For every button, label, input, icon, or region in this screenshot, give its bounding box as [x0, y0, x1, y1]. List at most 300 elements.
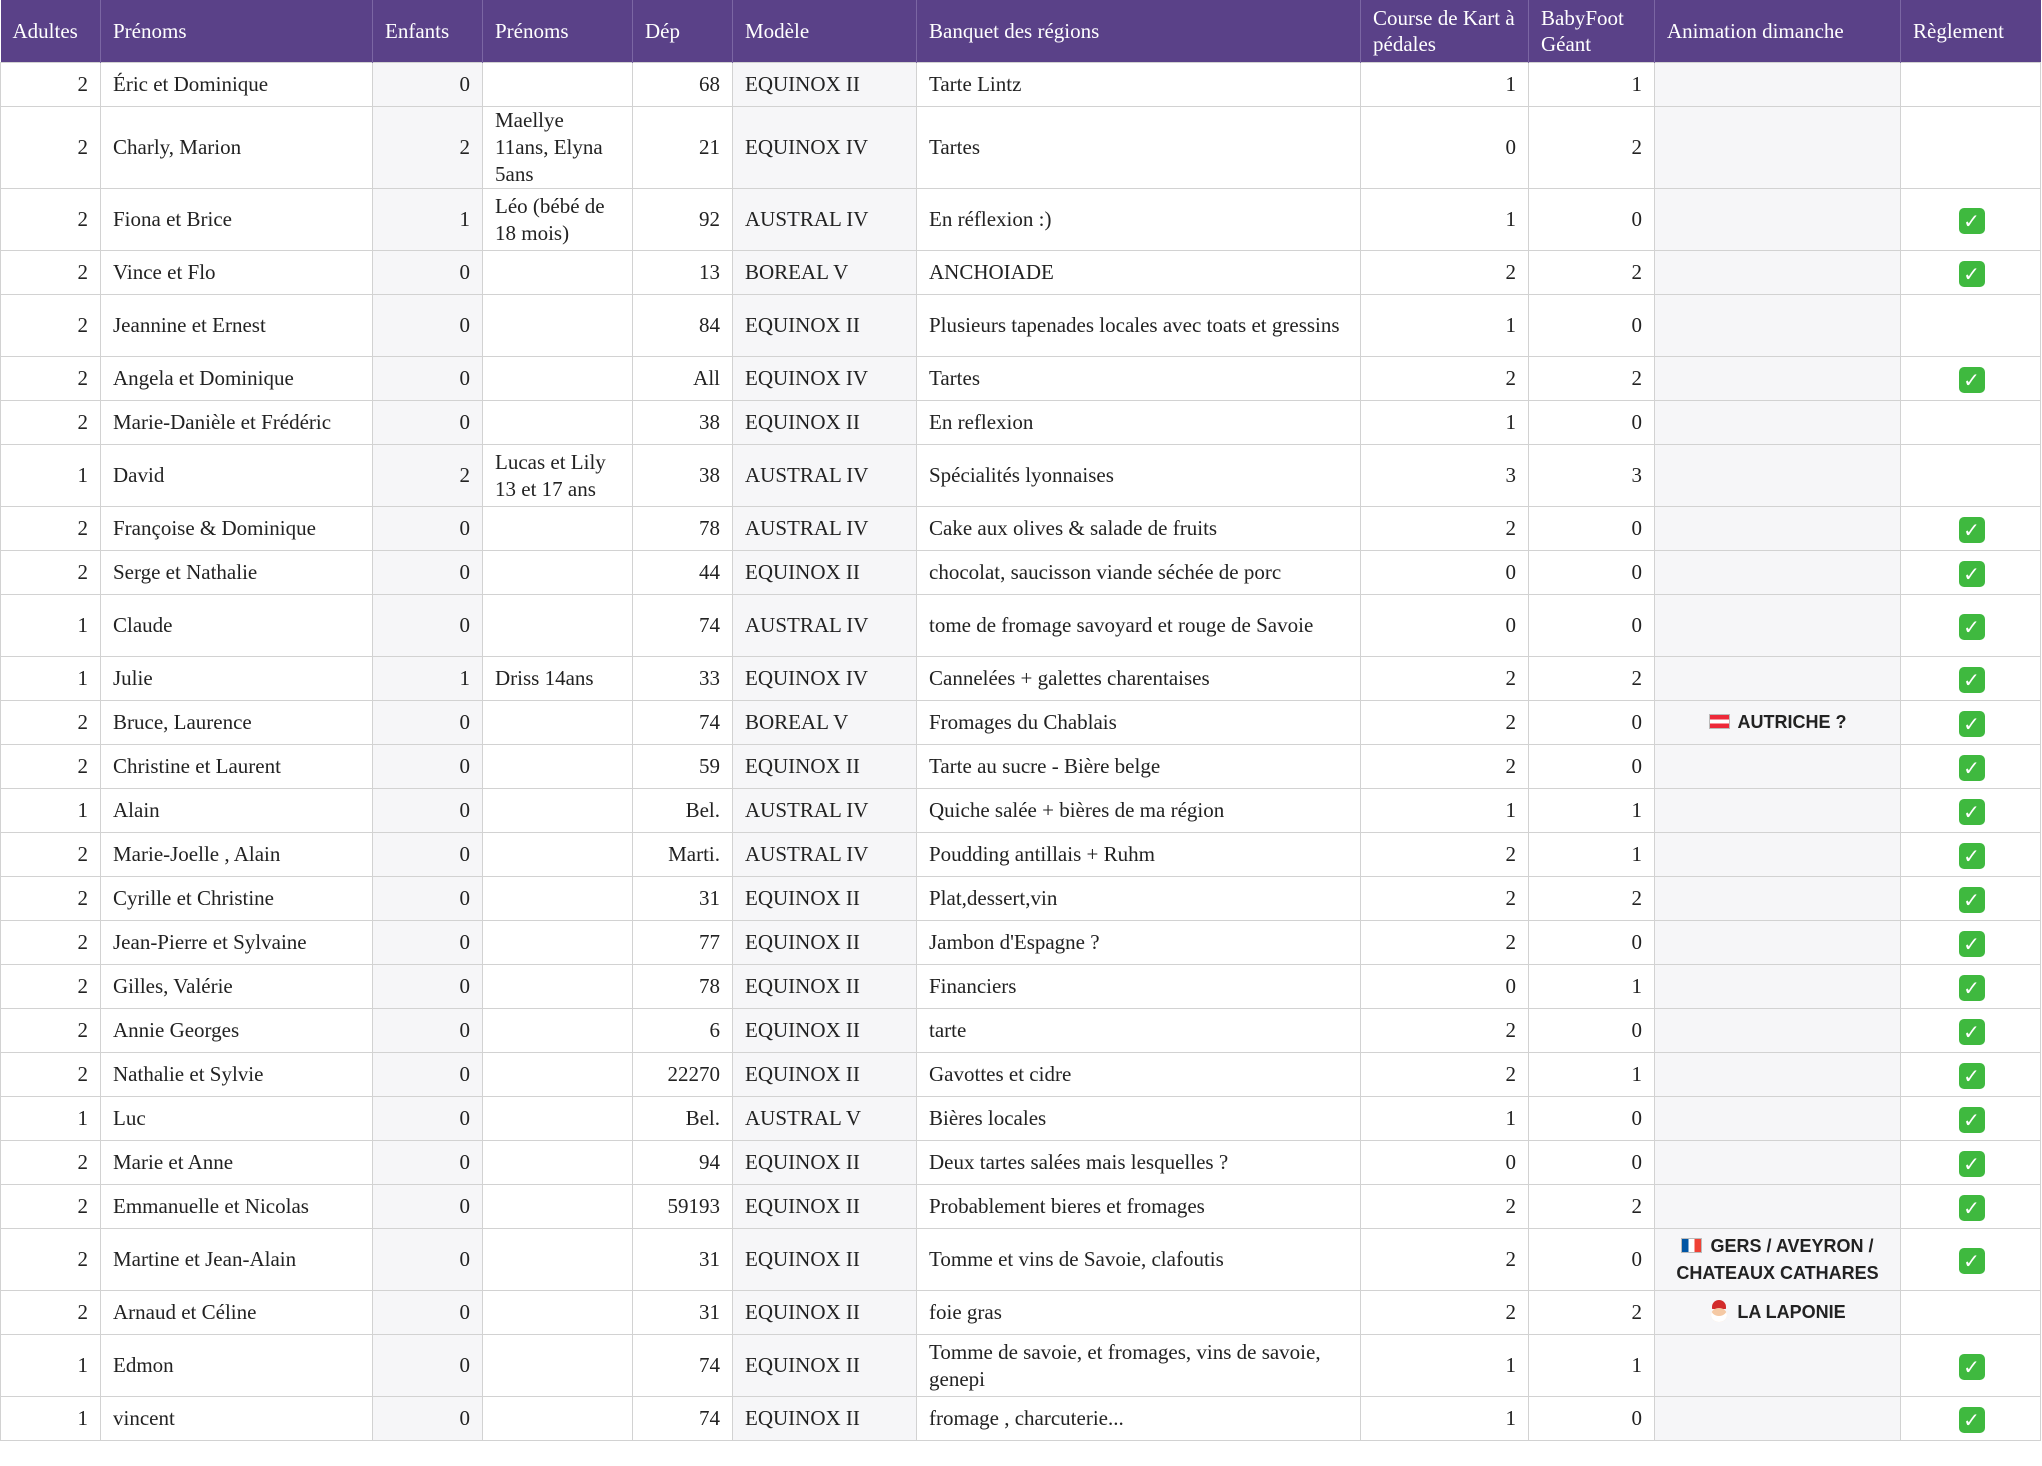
cell-prenoms[interactable]: Martine et Jean-Alain	[101, 1229, 373, 1291]
cell-prenoms-enfants[interactable]	[483, 551, 633, 595]
cell-babyfoot[interactable]: 1	[1529, 833, 1655, 877]
cell-adultes[interactable]: 2	[1, 1053, 101, 1097]
cell-kart[interactable]: 2	[1361, 1291, 1529, 1335]
cell-dep[interactable]: 74	[633, 1397, 733, 1441]
cell-modele[interactable]: AUSTRAL V	[733, 1097, 917, 1141]
cell-animation[interactable]	[1655, 357, 1901, 401]
cell-modele[interactable]: EQUINOX II	[733, 1185, 917, 1229]
cell-prenoms-enfants[interactable]: Driss 14ans	[483, 657, 633, 701]
cell-babyfoot[interactable]: 2	[1529, 1185, 1655, 1229]
cell-banquet[interactable]: En réflexion :)	[917, 189, 1361, 251]
cell-babyfoot[interactable]: 1	[1529, 1053, 1655, 1097]
cell-modele[interactable]: EQUINOX II	[733, 745, 917, 789]
cell-banquet[interactable]: tarte	[917, 1009, 1361, 1053]
cell-banquet[interactable]: Probablement bieres et fromages	[917, 1185, 1361, 1229]
cell-prenoms-enfants[interactable]	[483, 1291, 633, 1335]
cell-prenoms[interactable]: vincent	[101, 1397, 373, 1441]
cell-prenoms[interactable]: Angela et Dominique	[101, 357, 373, 401]
cell-enfants[interactable]: 0	[373, 251, 483, 295]
cell-animation[interactable]	[1655, 1141, 1901, 1185]
cell-prenoms-enfants[interactable]	[483, 1229, 633, 1291]
cell-adultes[interactable]: 2	[1, 107, 101, 189]
cell-dep[interactable]: 92	[633, 189, 733, 251]
cell-babyfoot[interactable]: 0	[1529, 1097, 1655, 1141]
cell-dep[interactable]: 84	[633, 295, 733, 357]
cell-animation[interactable]	[1655, 1229, 1901, 1291]
cell-animation[interactable]	[1655, 401, 1901, 445]
cell-modele[interactable]: EQUINOX II	[733, 401, 917, 445]
cell-enfants[interactable]: 0	[373, 701, 483, 745]
cell-kart[interactable]: 0	[1361, 1141, 1529, 1185]
cell-kart[interactable]: 1	[1361, 1097, 1529, 1141]
cell-prenoms[interactable]: Jeannine et Ernest	[101, 295, 373, 357]
cell-reglement[interactable]	[1901, 595, 2041, 657]
cell-adultes[interactable]: 2	[1, 357, 101, 401]
cell-enfants[interactable]: 0	[373, 877, 483, 921]
cell-reglement[interactable]	[1901, 551, 2041, 595]
cell-kart[interactable]: 1	[1361, 789, 1529, 833]
cell-banquet[interactable]: tome de fromage savoyard et rouge de Savoie	[917, 595, 1361, 657]
cell-enfants[interactable]: 0	[373, 789, 483, 833]
cell-adultes[interactable]: 2	[1, 1141, 101, 1185]
cell-enfants[interactable]: 0	[373, 833, 483, 877]
cell-enfants[interactable]: 0	[373, 1053, 483, 1097]
cell-adultes[interactable]: 2	[1, 833, 101, 877]
cell-reglement[interactable]	[1901, 745, 2041, 789]
cell-reglement[interactable]	[1901, 401, 2041, 445]
cell-reglement[interactable]	[1901, 1335, 2041, 1397]
cell-babyfoot[interactable]: 0	[1529, 701, 1655, 745]
cell-prenoms-enfants[interactable]	[483, 251, 633, 295]
cell-dep[interactable]: 22270	[633, 1053, 733, 1097]
cell-enfants[interactable]: 0	[373, 745, 483, 789]
cell-animation[interactable]	[1655, 789, 1901, 833]
cell-kart[interactable]: 2	[1361, 1185, 1529, 1229]
cell-animation[interactable]	[1655, 107, 1901, 189]
cell-reglement[interactable]	[1901, 701, 2041, 745]
cell-modele[interactable]: EQUINOX IV	[733, 107, 917, 189]
cell-animation[interactable]	[1655, 189, 1901, 251]
cell-modele[interactable]: AUSTRAL IV	[733, 189, 917, 251]
column-header-banquet[interactable]: Banquet des régions	[917, 0, 1361, 63]
cell-modele[interactable]: EQUINOX II	[733, 1335, 917, 1397]
cell-kart[interactable]: 0	[1361, 551, 1529, 595]
column-header-enfants[interactable]: Enfants	[373, 0, 483, 63]
cell-modele[interactable]: AUSTRAL IV	[733, 789, 917, 833]
cell-prenoms[interactable]: Éric et Dominique	[101, 63, 373, 107]
cell-babyfoot[interactable]: 0	[1529, 1009, 1655, 1053]
cell-enfants[interactable]: 0	[373, 965, 483, 1009]
cell-babyfoot[interactable]: 0	[1529, 401, 1655, 445]
cell-adultes[interactable]: 2	[1, 401, 101, 445]
cell-prenoms[interactable]: Julie	[101, 657, 373, 701]
cell-kart[interactable]: 0	[1361, 107, 1529, 189]
cell-modele[interactable]: EQUINOX II	[733, 295, 917, 357]
cell-banquet[interactable]: Spécialités lyonnaises	[917, 445, 1361, 507]
cell-kart[interactable]: 0	[1361, 595, 1529, 657]
cell-prenoms-enfants[interactable]: Maellye 11ans, Elyna 5ans	[483, 107, 633, 189]
cell-kart[interactable]: 2	[1361, 507, 1529, 551]
cell-reglement[interactable]	[1901, 63, 2041, 107]
cell-adultes[interactable]: 1	[1, 1397, 101, 1441]
cell-dep[interactable]: 59	[633, 745, 733, 789]
cell-banquet[interactable]: Cake aux olives & salade de fruits	[917, 507, 1361, 551]
cell-adultes[interactable]: 1	[1, 445, 101, 507]
column-header-prenoms[interactable]: Prénoms	[101, 0, 373, 63]
cell-banquet[interactable]: Jambon d'Espagne ?	[917, 921, 1361, 965]
cell-babyfoot[interactable]: 2	[1529, 107, 1655, 189]
cell-prenoms[interactable]: Fiona et Brice	[101, 189, 373, 251]
cell-dep[interactable]: 44	[633, 551, 733, 595]
cell-dep[interactable]: 13	[633, 251, 733, 295]
cell-dep[interactable]: 78	[633, 507, 733, 551]
cell-animation[interactable]	[1655, 1291, 1901, 1335]
cell-dep[interactable]: 38	[633, 401, 733, 445]
cell-kart[interactable]: 1	[1361, 1335, 1529, 1397]
cell-enfants[interactable]: 0	[373, 921, 483, 965]
cell-prenoms-enfants[interactable]	[483, 921, 633, 965]
cell-modele[interactable]: EQUINOX IV	[733, 357, 917, 401]
cell-babyfoot[interactable]: 0	[1529, 921, 1655, 965]
cell-kart[interactable]: 2	[1361, 1229, 1529, 1291]
cell-reglement[interactable]	[1901, 1141, 2041, 1185]
cell-babyfoot[interactable]: 0	[1529, 595, 1655, 657]
cell-prenoms-enfants[interactable]	[483, 745, 633, 789]
cell-kart[interactable]: 2	[1361, 745, 1529, 789]
cell-enfants[interactable]: 0	[373, 595, 483, 657]
cell-kart[interactable]: 1	[1361, 63, 1529, 107]
cell-banquet[interactable]: Fromages du Chablais	[917, 701, 1361, 745]
cell-adultes[interactable]: 2	[1, 1229, 101, 1291]
cell-dep[interactable]: 21	[633, 107, 733, 189]
cell-adultes[interactable]: 1	[1, 1335, 101, 1397]
cell-prenoms[interactable]: Cyrille et Christine	[101, 877, 373, 921]
cell-modele[interactable]: EQUINOX II	[733, 1229, 917, 1291]
cell-animation[interactable]	[1655, 1185, 1901, 1229]
cell-reglement[interactable]	[1901, 295, 2041, 357]
cell-adultes[interactable]: 2	[1, 1009, 101, 1053]
cell-prenoms-enfants[interactable]	[483, 833, 633, 877]
cell-dep[interactable]: All	[633, 357, 733, 401]
cell-banquet[interactable]: Tarte Lintz	[917, 63, 1361, 107]
cell-prenoms-enfants[interactable]	[483, 357, 633, 401]
cell-modele[interactable]: AUSTRAL IV	[733, 595, 917, 657]
cell-banquet[interactable]: Tartes	[917, 107, 1361, 189]
cell-enfants[interactable]: 0	[373, 507, 483, 551]
cell-prenoms-enfants[interactable]	[483, 1141, 633, 1185]
cell-adultes[interactable]: 2	[1, 295, 101, 357]
cell-reglement[interactable]	[1901, 445, 2041, 507]
cell-babyfoot[interactable]: 0	[1529, 1397, 1655, 1441]
cell-prenoms[interactable]: Edmon	[101, 1335, 373, 1397]
cell-banquet[interactable]: foie gras	[917, 1291, 1361, 1335]
cell-babyfoot[interactable]: 1	[1529, 789, 1655, 833]
cell-modele[interactable]: EQUINOX II	[733, 1009, 917, 1053]
cell-reglement[interactable]	[1901, 833, 2041, 877]
cell-modele[interactable]: AUSTRAL IV	[733, 445, 917, 507]
cell-adultes[interactable]: 2	[1, 251, 101, 295]
cell-animation[interactable]	[1655, 701, 1901, 745]
cell-banquet[interactable]: Tomme et vins de Savoie, clafoutis	[917, 1229, 1361, 1291]
cell-banquet[interactable]: fromage , charcuterie...	[917, 1397, 1361, 1441]
cell-enfants[interactable]: 2	[373, 445, 483, 507]
cell-modele[interactable]: EQUINOX IV	[733, 657, 917, 701]
cell-dep[interactable]: 31	[633, 877, 733, 921]
cell-kart[interactable]: 1	[1361, 401, 1529, 445]
cell-enfants[interactable]: 0	[373, 1185, 483, 1229]
cell-babyfoot[interactable]: 1	[1529, 965, 1655, 1009]
cell-modele[interactable]: AUSTRAL IV	[733, 507, 917, 551]
cell-animation[interactable]	[1655, 595, 1901, 657]
column-header-dep[interactable]: Dép	[633, 0, 733, 63]
cell-reglement[interactable]	[1901, 507, 2041, 551]
cell-banquet[interactable]: Tarte au sucre - Bière belge	[917, 745, 1361, 789]
cell-dep[interactable]: Bel.	[633, 789, 733, 833]
cell-babyfoot[interactable]: 0	[1529, 295, 1655, 357]
cell-reglement[interactable]	[1901, 189, 2041, 251]
cell-dep[interactable]: Marti.	[633, 833, 733, 877]
cell-dep[interactable]: 78	[633, 965, 733, 1009]
cell-prenoms[interactable]: Luc	[101, 1097, 373, 1141]
cell-prenoms-enfants[interactable]	[483, 595, 633, 657]
column-header-babyfoot[interactable]: BabyFoot Géant	[1529, 0, 1655, 63]
cell-babyfoot[interactable]: 0	[1529, 189, 1655, 251]
cell-banquet[interactable]: Bières locales	[917, 1097, 1361, 1141]
cell-dep[interactable]: Bel.	[633, 1097, 733, 1141]
cell-kart[interactable]: 2	[1361, 1009, 1529, 1053]
cell-banquet[interactable]: Deux tartes salées mais lesquelles ?	[917, 1141, 1361, 1185]
cell-prenoms-enfants[interactable]	[483, 701, 633, 745]
cell-prenoms[interactable]: David	[101, 445, 373, 507]
column-header-prenoms-enfants[interactable]: Prénoms	[483, 0, 633, 63]
cell-prenoms-enfants[interactable]	[483, 1097, 633, 1141]
cell-enfants[interactable]: 1	[373, 189, 483, 251]
cell-prenoms[interactable]: Claude	[101, 595, 373, 657]
cell-prenoms[interactable]: Bruce, Laurence	[101, 701, 373, 745]
cell-enfants[interactable]: 0	[373, 1097, 483, 1141]
cell-babyfoot[interactable]: 0	[1529, 1229, 1655, 1291]
cell-reglement[interactable]	[1901, 1053, 2041, 1097]
cell-modele[interactable]: EQUINOX II	[733, 1141, 917, 1185]
cell-animation[interactable]	[1655, 965, 1901, 1009]
cell-adultes[interactable]: 2	[1, 965, 101, 1009]
cell-adultes[interactable]: 1	[1, 789, 101, 833]
cell-prenoms-enfants[interactable]: Léo (bébé de 18 mois)	[483, 189, 633, 251]
cell-babyfoot[interactable]: 3	[1529, 445, 1655, 507]
cell-kart[interactable]: 1	[1361, 295, 1529, 357]
cell-modele[interactable]: BOREAL V	[733, 251, 917, 295]
cell-enfants[interactable]: 0	[373, 1141, 483, 1185]
cell-babyfoot[interactable]: 2	[1529, 1291, 1655, 1335]
cell-kart[interactable]: 1	[1361, 189, 1529, 251]
cell-prenoms[interactable]: Gilles, Valérie	[101, 965, 373, 1009]
cell-prenoms-enfants[interactable]	[483, 877, 633, 921]
cell-kart[interactable]: 3	[1361, 445, 1529, 507]
column-header-modele[interactable]: Modèle	[733, 0, 917, 63]
cell-prenoms-enfants[interactable]	[483, 295, 633, 357]
cell-modele[interactable]: EQUINOX II	[733, 965, 917, 1009]
cell-adultes[interactable]: 2	[1, 551, 101, 595]
cell-prenoms-enfants[interactable]	[483, 1053, 633, 1097]
cell-adultes[interactable]: 2	[1, 877, 101, 921]
cell-prenoms[interactable]: Marie-Joelle , Alain	[101, 833, 373, 877]
cell-dep[interactable]: 6	[633, 1009, 733, 1053]
cell-dep[interactable]: 68	[633, 63, 733, 107]
cell-adultes[interactable]: 2	[1, 63, 101, 107]
cell-banquet[interactable]: Cannelées + galettes charentaises	[917, 657, 1361, 701]
cell-animation[interactable]	[1655, 745, 1901, 789]
cell-adultes[interactable]: 2	[1, 1291, 101, 1335]
cell-modele[interactable]: BOREAL V	[733, 701, 917, 745]
cell-prenoms-enfants[interactable]	[483, 1335, 633, 1397]
cell-prenoms-enfants[interactable]	[483, 965, 633, 1009]
cell-reglement[interactable]	[1901, 657, 2041, 701]
cell-prenoms[interactable]: Alain	[101, 789, 373, 833]
cell-babyfoot[interactable]: 0	[1529, 1141, 1655, 1185]
cell-adultes[interactable]: 2	[1, 189, 101, 251]
cell-reglement[interactable]	[1901, 251, 2041, 295]
cell-kart[interactable]: 2	[1361, 877, 1529, 921]
cell-reglement[interactable]	[1901, 789, 2041, 833]
cell-enfants[interactable]: 0	[373, 1229, 483, 1291]
cell-prenoms[interactable]: Françoise & Dominique	[101, 507, 373, 551]
cell-babyfoot[interactable]: 2	[1529, 877, 1655, 921]
cell-banquet[interactable]: En reflexion	[917, 401, 1361, 445]
column-header-reglement[interactable]: Règlement	[1901, 0, 2041, 63]
cell-prenoms[interactable]: Vince et Flo	[101, 251, 373, 295]
cell-animation[interactable]	[1655, 1097, 1901, 1141]
cell-prenoms[interactable]: Arnaud et Céline	[101, 1291, 373, 1335]
cell-animation[interactable]	[1655, 1009, 1901, 1053]
cell-kart[interactable]: 2	[1361, 657, 1529, 701]
cell-banquet[interactable]: Quiche salée + bières de ma région	[917, 789, 1361, 833]
cell-babyfoot[interactable]: 0	[1529, 507, 1655, 551]
cell-banquet[interactable]: chocolat, saucisson viande séchée de porc	[917, 551, 1361, 595]
cell-banquet[interactable]: Plat,dessert,vin	[917, 877, 1361, 921]
cell-banquet[interactable]: ANCHOIADE	[917, 251, 1361, 295]
cell-kart[interactable]: 2	[1361, 1053, 1529, 1097]
cell-prenoms-enfants[interactable]	[483, 507, 633, 551]
cell-kart[interactable]: 2	[1361, 357, 1529, 401]
cell-adultes[interactable]: 1	[1, 657, 101, 701]
cell-dep[interactable]: 33	[633, 657, 733, 701]
cell-prenoms[interactable]: Marie-Danièle et Frédéric	[101, 401, 373, 445]
cell-animation[interactable]	[1655, 251, 1901, 295]
cell-adultes[interactable]: 1	[1, 595, 101, 657]
cell-modele[interactable]: EQUINOX II	[733, 551, 917, 595]
cell-dep[interactable]: 74	[633, 595, 733, 657]
cell-modele[interactable]: AUSTRAL IV	[733, 833, 917, 877]
cell-babyfoot[interactable]: 0	[1529, 745, 1655, 789]
cell-babyfoot[interactable]: 0	[1529, 551, 1655, 595]
cell-prenoms[interactable]: Christine et Laurent	[101, 745, 373, 789]
cell-reglement[interactable]	[1901, 357, 2041, 401]
cell-animation[interactable]	[1655, 295, 1901, 357]
cell-kart[interactable]: 0	[1361, 965, 1529, 1009]
cell-prenoms-enfants[interactable]: Lucas et Lily 13 et 17 ans	[483, 445, 633, 507]
cell-banquet[interactable]: Financiers	[917, 965, 1361, 1009]
cell-babyfoot[interactable]: 2	[1529, 657, 1655, 701]
cell-prenoms-enfants[interactable]	[483, 401, 633, 445]
cell-banquet[interactable]: Tartes	[917, 357, 1361, 401]
cell-prenoms[interactable]: Serge et Nathalie	[101, 551, 373, 595]
cell-prenoms-enfants[interactable]	[483, 1185, 633, 1229]
cell-enfants[interactable]: 0	[373, 63, 483, 107]
cell-prenoms-enfants[interactable]	[483, 1009, 633, 1053]
cell-adultes[interactable]: 1	[1, 1097, 101, 1141]
cell-enfants[interactable]: 0	[373, 551, 483, 595]
cell-animation[interactable]	[1655, 657, 1901, 701]
cell-kart[interactable]: 2	[1361, 251, 1529, 295]
cell-animation[interactable]	[1655, 877, 1901, 921]
cell-animation[interactable]	[1655, 921, 1901, 965]
cell-prenoms[interactable]: Charly, Marion	[101, 107, 373, 189]
cell-prenoms-enfants[interactable]	[483, 1397, 633, 1441]
cell-enfants[interactable]: 0	[373, 295, 483, 357]
cell-banquet[interactable]: Tomme de savoie, et fromages, vins de savoie, genepi	[917, 1335, 1361, 1397]
cell-babyfoot[interactable]: 1	[1529, 1335, 1655, 1397]
cell-reglement[interactable]	[1901, 1397, 2041, 1441]
column-header-animation[interactable]: Animation dimanche	[1655, 0, 1901, 63]
cell-kart[interactable]: 1	[1361, 1397, 1529, 1441]
cell-banquet[interactable]: Plusieurs tapenades locales avec toats et gressins	[917, 295, 1361, 357]
cell-modele[interactable]: EQUINOX II	[733, 1053, 917, 1097]
cell-enfants[interactable]: 0	[373, 357, 483, 401]
cell-adultes[interactable]: 2	[1, 701, 101, 745]
cell-animation[interactable]	[1655, 1397, 1901, 1441]
cell-enfants[interactable]: 0	[373, 1397, 483, 1441]
cell-modele[interactable]: EQUINOX II	[733, 63, 917, 107]
cell-dep[interactable]: 31	[633, 1291, 733, 1335]
cell-reglement[interactable]	[1901, 877, 2041, 921]
cell-enfants[interactable]: 1	[373, 657, 483, 701]
cell-animation[interactable]	[1655, 507, 1901, 551]
cell-enfants[interactable]: 0	[373, 1291, 483, 1335]
cell-reglement[interactable]	[1901, 1185, 2041, 1229]
cell-kart[interactable]: 2	[1361, 833, 1529, 877]
cell-modele[interactable]: EQUINOX II	[733, 1291, 917, 1335]
cell-reglement[interactable]	[1901, 1229, 2041, 1291]
cell-adultes[interactable]: 2	[1, 745, 101, 789]
cell-animation[interactable]	[1655, 551, 1901, 595]
cell-adultes[interactable]: 2	[1, 921, 101, 965]
cell-prenoms[interactable]: Jean-Pierre et Sylvaine	[101, 921, 373, 965]
cell-babyfoot[interactable]: 1	[1529, 63, 1655, 107]
cell-animation[interactable]	[1655, 445, 1901, 507]
cell-animation[interactable]	[1655, 1053, 1901, 1097]
column-header-kart[interactable]: Course de Kart à pédales	[1361, 0, 1529, 63]
cell-enfants[interactable]: 0	[373, 401, 483, 445]
cell-animation[interactable]	[1655, 63, 1901, 107]
cell-enfants[interactable]: 0	[373, 1335, 483, 1397]
cell-modele[interactable]: EQUINOX II	[733, 1397, 917, 1441]
cell-dep[interactable]: 94	[633, 1141, 733, 1185]
cell-adultes[interactable]: 2	[1, 507, 101, 551]
cell-enfants[interactable]: 2	[373, 107, 483, 189]
cell-banquet[interactable]: Gavottes et cidre	[917, 1053, 1361, 1097]
cell-dep[interactable]: 74	[633, 701, 733, 745]
cell-kart[interactable]: 2	[1361, 701, 1529, 745]
cell-babyfoot[interactable]: 2	[1529, 251, 1655, 295]
cell-prenoms[interactable]: Marie et Anne	[101, 1141, 373, 1185]
column-header-adultes[interactable]: Adultes	[1, 0, 101, 63]
cell-reglement[interactable]	[1901, 1097, 2041, 1141]
cell-modele[interactable]: EQUINOX II	[733, 877, 917, 921]
cell-adultes[interactable]: 2	[1, 1185, 101, 1229]
cell-dep[interactable]: 74	[633, 1335, 733, 1397]
cell-reglement[interactable]	[1901, 1009, 2041, 1053]
cell-enfants[interactable]: 0	[373, 1009, 483, 1053]
